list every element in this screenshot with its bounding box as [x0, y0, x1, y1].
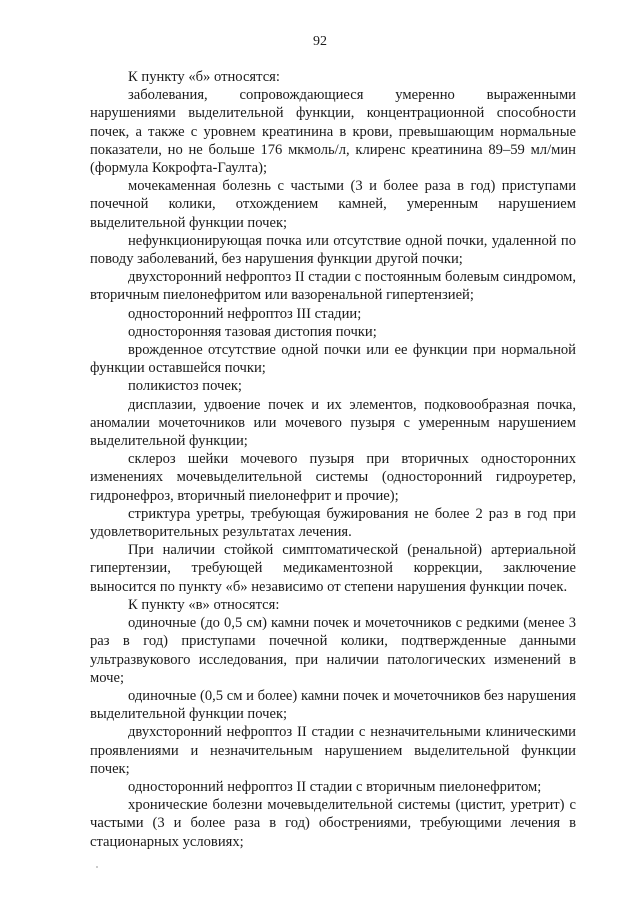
paragraph: заболевания, сопровождающиеся умеренно выраженными нарушениями выделительной функции, концентрационной способности почек, а также с уровнем креатинина в крови, превышающим нормальные показатели, но не больше 176 мкмоль/л, клиренс креатинина 89–59 мл/мин (формула Кокрофта-Гаулта); [90, 87, 576, 177]
paragraph: врожденное отсутствие одной почки или ее функции при нормальной функции оставшейся почки; [90, 342, 576, 377]
paragraph: поликистоз почек; [128, 378, 242, 395]
paragraph: нефункционирующая почка или отсутствие одной почки, удаленной по поводу заболеваний, без нарушения функции другой почки; [90, 232, 576, 268]
section-b-heading: К пункту «б» относятся: [128, 69, 280, 85]
document-body [90, 68, 576, 851]
paragraph: двухсторонний нефроптоз II стадии с постоянным болевым синдромом, вторичным пиелонефритом или вазоренальной гипертензией; [90, 269, 576, 304]
paragraph: двухсторонний нефроптоз II стадии с незначительными клиническими проявлениями и незначительным нарушением выделительной функции почек; [90, 724, 576, 777]
paragraph: хронические болезни мочевыделительной системы (цистит, уретрит) с частыми (3 и более раза в год) обострениями, требующими лечения в стационарных условиях; [90, 797, 576, 850]
paragraph: склероз шейки мочевого пузыря при вторичных односторонних изменениях мочевыделительной системы (односторонний гидроуретер, гидронефроз, вторичный пиелонефрит и прочие); [90, 451, 576, 504]
scan-artifact [96, 866, 98, 868]
paragraph: дисплазии, удвоение почек и их элементов, подковообразная почка, аномалии мочеточников или мочевого пузыря с умеренным нарушением выделительной функции; [90, 396, 576, 450]
paragraph: односторонний нефроптоз III стадии; [128, 305, 362, 322]
paragraph: односторонняя тазовая дистопия почки; [128, 323, 377, 340]
paragraph: одиночные (до 0,5 см) камни почек и мочеточников с редкими (менее 3 раз в год) приступами почечной колики, подтвержденные данными ультразвукового исследования, при наличии патологических изменений в моче; [90, 615, 576, 686]
paragraph: одиночные (0,5 см и более) камни почек и мочеточников без нарушения выделительной функции почек; [90, 687, 576, 723]
page-number: 92 [313, 34, 327, 49]
paragraph: мочекаменная болезнь с частыми (3 и более раза в год) приступами почечной колики, отхождением камней, умеренным нарушением выделительной функции почек; [90, 178, 576, 231]
paragraph: стриктура уретры, требующая бужирования не более 2 раз в год при удовлетворительных результатах лечения. [90, 505, 576, 541]
note-paragraph: При наличии стойкой симптоматической (ренальной) артериальной гипертензии, требующей медикаментозной коррекции, заключение выносится по пункту «б» независимо от степени нарушения функции почек. [90, 542, 576, 595]
section-v-heading: К пункту «в» относятся: [128, 596, 280, 613]
paragraph: односторонний нефроптоз II стадии с вторичным пиелонефритом; [128, 778, 542, 795]
